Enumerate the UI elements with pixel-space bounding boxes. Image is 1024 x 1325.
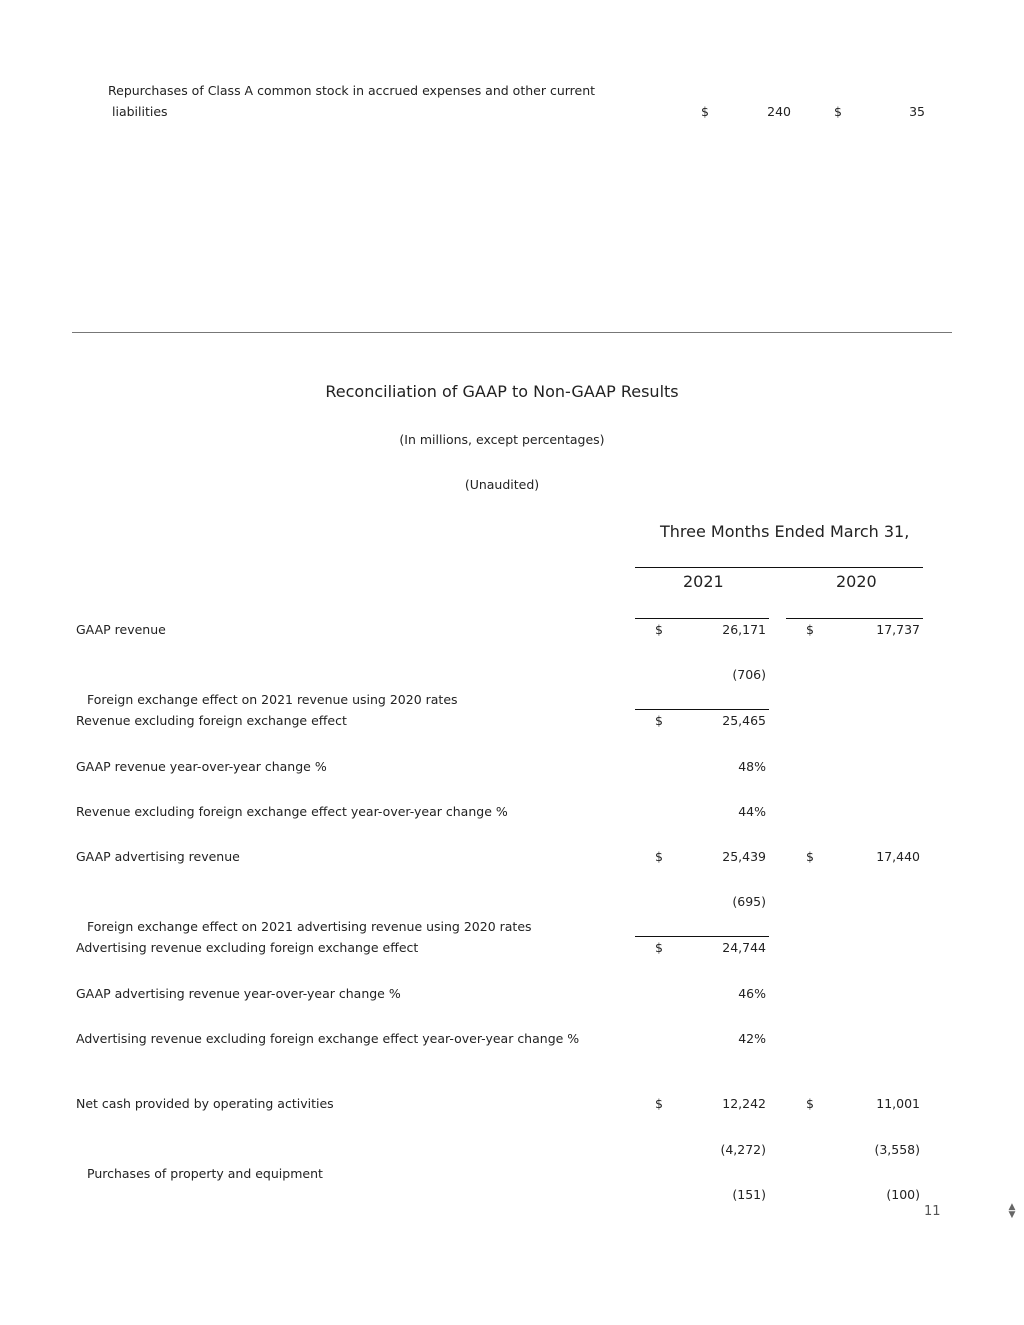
top-row-value-1: 240 [767,104,791,119]
currency-2020: $ [806,1096,814,1111]
top-row-currency-2: $ [834,104,842,119]
value-2020: (3,558) [874,1142,920,1157]
report-subtitle-unaudited: (Unaudited) [464,477,540,492]
value-2021: 44% [738,804,766,819]
report-subtitle-units: (In millions, except percentages) [399,432,605,447]
row-label: Revenue excluding foreign exchange effect [76,713,347,728]
row-label: GAAP revenue year-over-year change % [76,759,327,774]
row-label: Revenue excluding foreign exchange effect year-over-year change % [76,804,508,819]
row-label: GAAP advertising revenue [76,849,240,864]
value-2020: 17,440 [876,849,920,864]
year-2020-rule [786,618,923,619]
row-label: Foreign exchange effect on 2021 revenue using 2020 rates [87,692,458,707]
subtotal-rule [635,936,769,937]
value-2021: (695) [732,894,766,909]
row-label: Purchases of property and equipment [87,1166,323,1181]
value-2021: 25,439 [722,849,766,864]
value-2020: (100) [886,1187,920,1202]
value-2021: 48% [738,759,766,774]
row-label: Foreign exchange effect on 2021 advertising revenue using 2020 rates [87,919,532,934]
value-2021: 24,744 [722,940,766,955]
report-title: Reconciliation of GAAP to Non-GAAP Results [325,382,679,401]
value-2021: (151) [732,1187,766,1202]
row-label: GAAP advertising revenue year-over-year change % [76,986,401,1001]
row-label: Advertising revenue excluding foreign exchange effect year-over-year change % [76,1031,580,1046]
currency-2021: $ [655,940,663,955]
row-label: GAAP revenue [76,622,166,637]
currency-2021: $ [655,713,663,728]
subtotal-rule [635,709,769,710]
section-divider [72,332,952,333]
value-2021: 46% [738,986,766,1001]
currency-2021: $ [655,849,663,864]
top-row-currency-1: $ [701,104,709,119]
value-2020: 11,001 [876,1096,920,1111]
page-number: 11 [924,1204,941,1219]
currency-2020: $ [806,849,814,864]
row-label: Advertising revenue excluding foreign exchange effect [76,940,419,955]
value-2021: 12,242 [722,1096,766,1111]
value-2021: 26,171 [722,622,766,637]
top-row-label-line1: Repurchases of Class A common stock in accrued expenses and other current [108,83,596,98]
year-2020-header: 2020 [836,572,877,591]
up-down-arrows-icon[interactable]: ▲ ▼ [1008,1202,1016,1220]
value-2021: 42% [738,1031,766,1046]
value-2021: 25,465 [722,713,766,728]
currency-2020: $ [806,622,814,637]
value-2020: 17,737 [876,622,920,637]
top-row-value-2: 35 [909,104,925,119]
year-2021-rule [635,618,769,619]
period-header: Three Months Ended March 31, [660,522,910,541]
top-row-label-line2: liabilities [112,104,168,119]
currency-2021: $ [655,1096,663,1111]
currency-2021: $ [655,622,663,637]
period-header-rule [635,567,923,568]
value-2021: (4,272) [720,1142,766,1157]
year-2021-header: 2021 [683,572,724,591]
value-2021: (706) [732,667,766,682]
row-label: Net cash provided by operating activities [76,1096,334,1111]
